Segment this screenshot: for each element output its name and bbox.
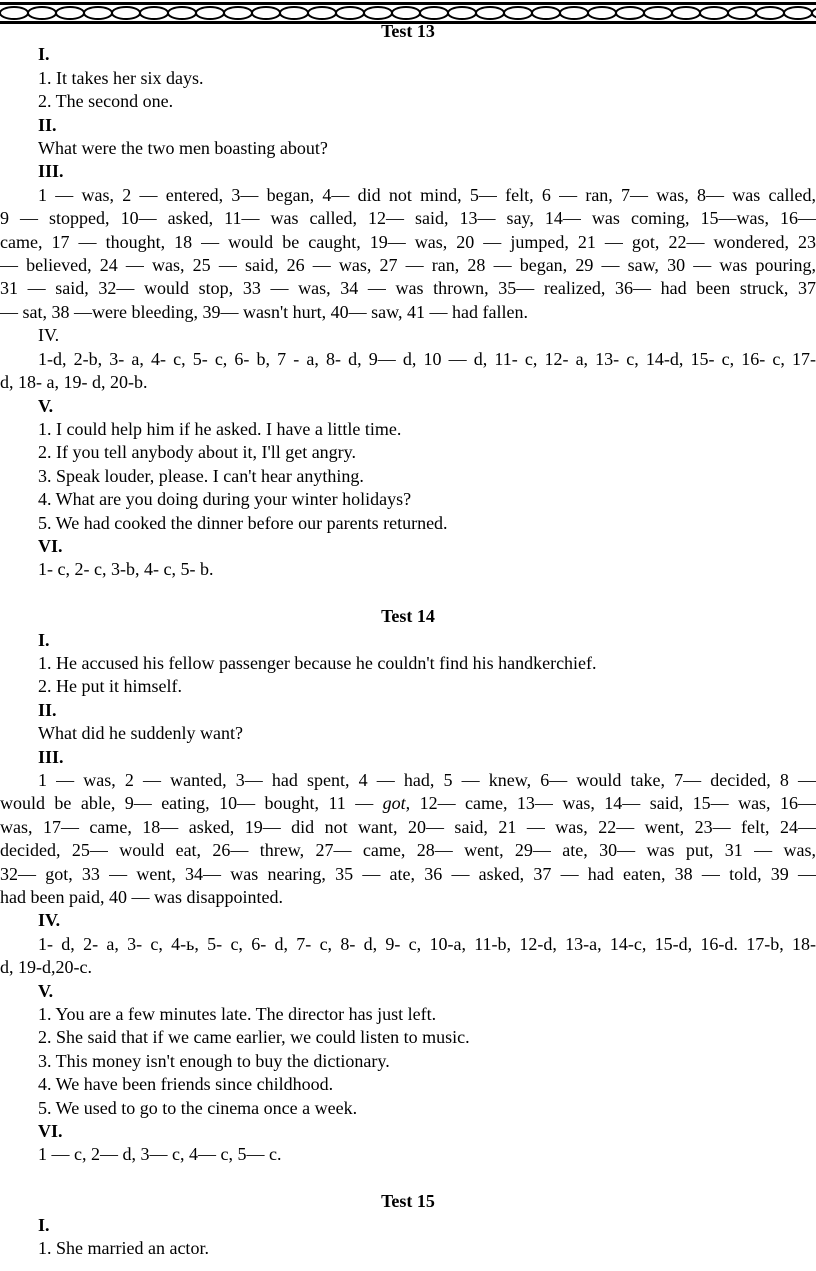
test-14-matching-line: 1- d, 2- a, 3- c, 4-ь, 5- c, 6- d, 7- c, 8- d, 9- c, 10-a, 11-b, 12-d, 13-a, 14-c, 15-d, 16-d. 17-b, 18- [38,933,816,954]
test-13-sentence: 2. If you tell anybody about it, I'll get angry. [38,442,357,463]
border-oval [420,7,448,19]
border-oval [700,7,728,19]
test-13-sentence: 5. We had cooked the dinner before our parents returned. [38,512,448,533]
border-oval [728,7,756,19]
border-oval [84,7,112,19]
test-14-section-6-label: VI. [38,1121,63,1142]
test-14-sentence: 4. We have been friends since childhood. [38,1074,334,1095]
test-13-section-5-label: V. [38,395,54,416]
test-13-verbs-line: came, 17 — thought, 18 — would be caught, 19— was, 20 — jumped, 21 — got, 22— wondered, 23 [0,231,816,252]
test-13-title: Test 13 [381,21,435,41]
border-oval [28,7,56,19]
test-15-title: Test 15 [381,1191,435,1212]
test-13-verbs-line: 1 — was, 2 — entered, 3— began, 4— did not mind, 5— felt, 6 — ran, 7— was, 8— was called, [38,184,816,205]
test-14-verbs-line: 1 — was, 2 — wanted, 3— had spent, 4 — had, 5 — knew, 6— would take, 7— decided, 8 — [38,769,816,790]
test-14-section-3-label: III. [38,746,64,767]
test-13-section-6-label: VI. [38,535,63,556]
border-oval [644,7,672,19]
test-13-verbs-line: 9 — stopped, 10— asked, 11— was called, 12— said, 13— say, 14— was coming, 15—was, 16— [0,208,816,229]
test-14-answer-1: 1. He accused his fellow passenger because he couldn't find his handkerchief. [38,652,597,673]
test-13-answer-1: 1. It takes her six days. [38,67,204,88]
test-14-title: Test 14 [381,606,435,627]
test-14-verbs-line: had been paid, 40 — was disappointed. [0,887,283,908]
verbs-italic-text: got, [382,793,411,814]
border-oval [196,7,224,19]
border-oval [364,7,392,19]
test-13-section-6-answers: 1- c, 2- c, 3-b, 4- c, 5- b. [38,559,214,580]
border-oval [280,7,308,19]
verbs-text: 12— came, 13— was, 14— said, 15— was, 16— [410,793,816,814]
test-14-sentence: 2. She said that if we came earlier, we could listen to music. [38,1027,470,1048]
test-13-sentence: 3. Speak louder, please. I can't hear anything. [38,465,364,486]
test-14-question: What did he suddenly want? [38,723,243,744]
test-14-section-2-label: II. [38,699,57,720]
test-14-verbs-line: was, 17— came, 18— asked, 19— did not want, 20— said, 21 — was, 22— went, 23— felt, 24— [0,816,816,837]
border-oval [252,7,280,19]
test-13-section-1-label: I. [38,44,50,65]
test-14-answer-2: 2. He put it himself. [38,676,182,697]
test-14-verbs-line: 32— got, 33 — went, 34— was nearing, 35 — ate, 36 — asked, 37 — had eaten, 38 — told, 39 — [0,863,816,884]
test-14-sentence: 3. This money isn't enough to buy the dictionary. [38,1050,390,1071]
test-14-sentence: 5. We used to go to the cinema once a week. [38,1097,358,1118]
test-14-section-6-answers: 1 — c, 2— d, 3— c, 4— c, 5— c. [38,1144,282,1165]
border-oval [56,7,84,19]
test-13-section-2-label: II. [38,114,57,135]
test-13-question: What were the two men boasting about? [38,138,328,159]
border-oval [392,7,420,19]
test-14-matching-line: d, 19-d,20-c. [0,957,92,978]
border-oval [812,7,816,19]
border-oval [756,7,784,19]
test-14-section-5-label: V. [38,980,54,1001]
border-oval [588,7,616,19]
test-14-verbs-line [0,792,816,815]
border-oval [168,7,196,19]
border-oval [532,7,560,19]
test-15-answer-1: 1. She married an actor. [38,1238,209,1259]
border-oval [672,7,700,19]
verbs-text: would be able, 9— eating, 10— bought, 11 — [0,793,383,814]
test-14-sentence: 1. You are a few minutes late. The director has just left. [38,1004,437,1025]
test-13-section-3-label: III. [38,161,64,182]
test-13-matching-line: d, 18- a, 19- d, 20-b. [0,372,148,393]
border-oval [112,7,140,19]
border-oval [784,7,812,19]
border-oval [448,7,476,19]
document-page [0,20,816,1261]
border-oval [560,7,588,19]
test-13-sentence: 4. What are you doing during your winter holidays? [38,489,412,510]
test-13-section-4-label: IV. [38,325,60,346]
border-oval [224,7,252,19]
test-13-matching-line: 1-d, 2-b, 3- a, 4- c, 5- c, 6- b, 7 - a, 8- d, 9— d, 10 — d, 11- c, 12- a, 13- c, 14-d, 15- c, 16- c, 17- [38,348,816,369]
border-oval [140,7,168,19]
test-13-answer-2: 2. The second one. [38,91,174,112]
border-oval [504,7,532,19]
border-oval [616,7,644,19]
test-13-sentence: 1. I could help him if he asked. I have a little time. [38,418,402,439]
border-oval [0,7,28,19]
test-14-section-4-label: IV. [38,910,61,931]
test-13-verbs-line: 31 — said, 32— would stop, 33 — was, 34 — was thrown, 35— realized, 36— had been struck, 37 [0,278,816,299]
border-oval [336,7,364,19]
test-14-section-1-label: I. [38,629,50,650]
test-14-verbs-line: decided, 25— would eat, 26— threw, 27— came, 28— went, 29— ate, 30— was put, 31 — was, [0,840,816,861]
test-15-section-1-label: I. [38,1214,50,1235]
test-13-verbs-line: — believed, 24 — was, 25 — said, 26 — was, 27 — ran, 28 — began, 29 — saw, 30 — was pouring, [0,255,816,276]
border-oval [476,7,504,19]
border-oval [308,7,336,19]
test-13-verbs-line: — sat, 38 —were bleeding, 39— wasn't hurt, 40— saw, 41 — had fallen. [0,301,528,322]
